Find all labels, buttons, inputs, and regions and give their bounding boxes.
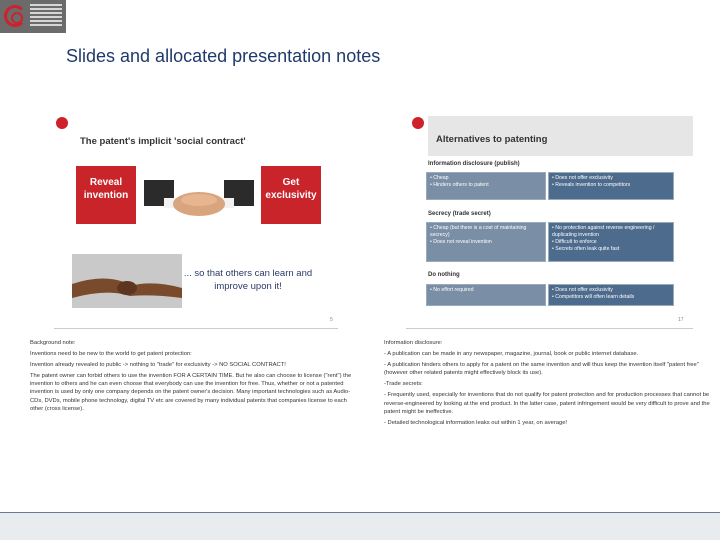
pro-item: • Cheap [430, 175, 449, 181]
cons-box [548, 172, 674, 200]
slide-title: The patent's implicit 'social contract' [80, 136, 246, 147]
presentation-notes-right [384, 339, 714, 430]
notes-heading: Information disclosure: [384, 340, 443, 346]
pros-box [426, 284, 546, 306]
epo-logo-icon [56, 117, 68, 129]
notes-paragraph: The patent owner can forbid others to use the invention FOR A CERTAIN TIME. But he also can choose to license ("rent") the invention to others and he can even choose that everybody can use the invention for free. Thus, whether or not a patented invention is used by only one company depends on the patent owner's decision. Many important technologies such as Audio-CDs, DVDs, mobile phone technology, digital TV etc are covered by many individual patents that companies license to each other (cross license). [30, 373, 352, 412]
reveal-invention-box: Reveal invention [76, 166, 136, 224]
get-exclusivity-box: Get exclusivity [261, 166, 321, 224]
con-item: • Competitors will often learn details [552, 294, 635, 300]
con-item: • Does not offer exclusivity [552, 175, 613, 181]
slide-thumbnail-alternatives [406, 114, 693, 329]
pro-item: • Does not reveal invention [430, 239, 492, 245]
notes-paragraph: -Trade secrets: [384, 381, 423, 388]
notes-paragraph: Invention already revealed to public -> nothing to "trade" for exclusivity -> NO SOCIAL CONTRACT! [30, 362, 286, 369]
section-label: Do nothing [428, 272, 460, 278]
con-item: • Does not offer exclusivity [552, 287, 613, 293]
notes-paragraph: Inventions need to be new to the world to get patent protection: [30, 351, 192, 358]
epo-logo-icon [4, 5, 26, 27]
cons-box [548, 284, 674, 306]
con-item: • Reveals invention to competitors [552, 182, 631, 188]
notes-paragraph: - A publication hinders others to apply for a patent on the same invention and will thus keep the invention itself "patent free" (however other related patents might effectively block its use). [384, 362, 699, 377]
slide-thumbnail-social-contract [54, 114, 338, 329]
pro-item: • No effort required [430, 287, 474, 293]
presentation-notes-left [30, 339, 360, 416]
footer-bar [0, 512, 720, 540]
con-item: • No protection against reverse engineering / duplicating invention [552, 225, 655, 238]
page-title: Slides and allocated presentation notes [66, 46, 381, 66]
handshake-icon [144, 162, 254, 230]
slide-page-number: 5 [330, 317, 333, 323]
slide-caption: ... so that others can learn and improve upon it! [183, 268, 313, 292]
epo-logo-icon [412, 117, 424, 129]
slide-title: Alternatives to patenting [436, 134, 548, 145]
slide-page-number: 17 [678, 317, 684, 323]
notes-heading: Background note: [30, 340, 76, 346]
hands-image [72, 254, 182, 308]
con-item: • Secrets often leak quite fast [552, 246, 620, 252]
notes-paragraph: - A publication can be made in any newspaper, magazine, journal, book or public internet database. [384, 351, 639, 358]
notes-paragraph: - Frequently used, especially for inventions that do not qualify for patent protection and for production processes that cannot be reverse-engineered by looking at the end product. In the latter case, patent infringement would be very difficult to prove and the patent might be ineffective. [384, 392, 710, 415]
notes-paragraph: - Detailed technological information leaks out within 1 year, on average! [384, 419, 568, 426]
pro-item: • Hinders others to patent [430, 182, 489, 188]
cons-box [548, 222, 674, 262]
logo-text [30, 4, 62, 28]
pro-item: • Cheap (but there is a cost of maintaining secrecy) [430, 225, 527, 238]
pros-box [426, 222, 546, 262]
section-label: Secrecy (trade secret) [428, 211, 491, 217]
logo [0, 0, 66, 33]
section-label: Information disclosure (publish) [428, 161, 520, 167]
con-item: • Difficult to enforce [552, 239, 597, 245]
pros-box [426, 172, 546, 200]
